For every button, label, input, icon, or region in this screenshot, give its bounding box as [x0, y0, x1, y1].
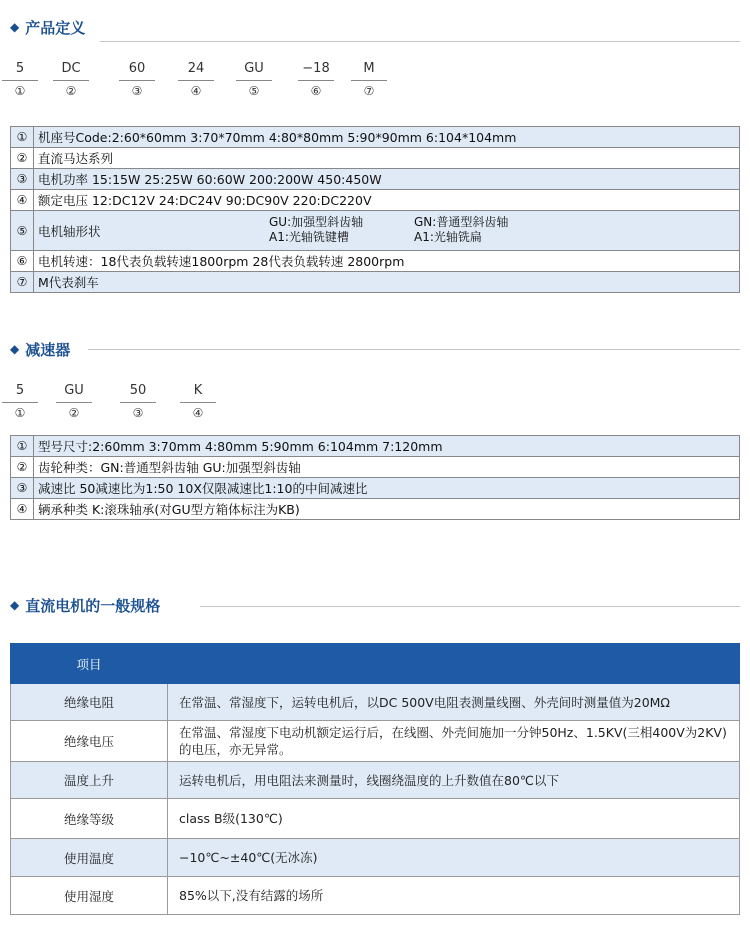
diamond-icon: ◆	[10, 342, 20, 356]
row-number: ②	[11, 148, 34, 168]
shaft-option: A1:光轴铣键槽	[269, 230, 349, 244]
section-divider	[88, 349, 740, 350]
code-part	[118, 382, 158, 420]
section-divider	[100, 41, 740, 42]
code-text: 60	[128, 61, 146, 76]
code-underline	[56, 402, 92, 403]
spec-value: class B级(130℃)	[168, 799, 740, 839]
code-underline	[180, 402, 216, 403]
row-number: ⑤	[11, 211, 34, 250]
table-row	[11, 762, 740, 799]
table-header-row	[11, 644, 740, 684]
code-number: ①	[14, 406, 26, 420]
row-text: 直流马达系列	[38, 151, 114, 166]
row-number: ④	[11, 499, 34, 519]
code-underline	[2, 402, 38, 403]
code-part	[0, 382, 40, 420]
shaft-option: GN:普通型斜齿轴	[414, 215, 509, 229]
code-part	[0, 60, 40, 98]
row-text: 额定电压 12:DC12V 24:DC24V 90:DC90V 220:DC220V	[38, 193, 372, 208]
code-number: ⑥	[310, 84, 322, 98]
section-title-general-spec	[10, 595, 160, 615]
code-number: ③	[131, 84, 143, 98]
product-definition-table	[10, 126, 740, 293]
section-title-reducer	[10, 339, 70, 359]
row-number: ③	[11, 478, 34, 498]
code-text: 24	[187, 61, 205, 76]
spec-value: 85%以下,没有结露的场所	[168, 877, 740, 915]
spec-name: 温度上升	[11, 762, 168, 799]
code-part	[349, 60, 389, 98]
code-number: ①	[14, 84, 26, 98]
row-number: ④	[11, 190, 34, 210]
spec-value: 在常温、常湿度下，运转电机后，以DC 500V电阻表测量线圈、外壳间时测量值为20MΩ	[168, 684, 740, 721]
row-text: 齿轮种类：GN:普通型斜齿轴 GU:加强型斜齿轴	[38, 460, 301, 475]
row-text: 电机转速：18代表负载转速1800rpm 28代表负载转速 2800rpm	[38, 254, 405, 269]
spec-value: 运转电机后，用电阻法来测量时，线圈绕温度的上升数值在80℃以下	[168, 762, 740, 799]
code-underline	[236, 80, 272, 81]
spec-name: 绝缘电阻	[11, 684, 168, 721]
code-underline	[298, 80, 334, 81]
code-text: 50	[129, 383, 147, 398]
code-text: DC	[61, 61, 81, 76]
row-number: ③	[11, 169, 34, 189]
spec-name: 使用温度	[11, 839, 168, 877]
table-row	[10, 127, 740, 148]
header-cell-empty	[168, 644, 740, 684]
code-part	[234, 60, 274, 98]
row-number: ⑦	[11, 272, 34, 292]
row-number: ①	[11, 436, 34, 456]
code-number: ④	[190, 84, 202, 98]
code-underline	[53, 80, 89, 81]
row-number: ⑥	[11, 251, 34, 271]
code-number: ③	[132, 406, 144, 420]
code-part	[54, 382, 94, 420]
diamond-icon: ◆	[10, 598, 20, 612]
section-title-text: 直流电机的一般规格	[25, 596, 161, 615]
row-text: 机座号Code:2:60*60mm 3:70*70mm 4:80*80mm 5:90*90mm 6:104*104mm	[38, 130, 517, 145]
table-row	[10, 211, 740, 251]
diamond-icon: ◆	[10, 20, 20, 34]
code-number: ④	[192, 406, 204, 420]
section-divider	[200, 606, 740, 607]
code-underline	[351, 80, 387, 81]
table-row	[11, 839, 740, 877]
table-row	[10, 148, 740, 169]
shaft-option: GU:加强型斜齿轴	[269, 215, 364, 229]
section-title-product-definition	[10, 17, 85, 37]
table-row	[10, 457, 740, 478]
spec-value: −10℃~±40℃(无冰冻)	[168, 839, 740, 877]
code-part	[296, 60, 336, 98]
code-text: K	[193, 383, 203, 398]
table-row	[11, 799, 740, 839]
row-text: M代表刹车	[38, 275, 99, 290]
code-part	[117, 60, 157, 98]
code-part	[176, 60, 216, 98]
code-text: M	[363, 61, 375, 76]
row-text: 电机轴形状	[38, 223, 101, 239]
code-text: 5	[15, 61, 25, 76]
row-number: ②	[11, 457, 34, 477]
section-title-text: 产品定义	[25, 18, 86, 37]
code-text: GU	[64, 383, 84, 398]
table-row	[10, 478, 740, 499]
spec-value: 在常温、常湿度下电动机额定运行后，在线圈、外壳间施加一分钟50Hz、1.5KV(三相400V为2KV)的电压，亦无异常。	[168, 721, 740, 762]
table-row	[10, 272, 740, 293]
code-underline	[119, 80, 155, 81]
code-part	[178, 382, 218, 420]
row-text: 减速比 50减速比为1:50 10X仅限减速比1:10的中间减速比	[38, 481, 368, 496]
row-text: 型号尺寸:2:60mm 3:70mm 4:80mm 5:90mm 6:104mm 7:120mm	[38, 439, 443, 454]
table-row	[11, 721, 740, 762]
code-text: 5	[15, 383, 25, 398]
spec-name: 绝缘电压	[11, 721, 168, 762]
row-text: 电机功率 15:15W 25:25W 60:60W 200:200W 450:450W	[38, 172, 382, 187]
code-underline	[2, 80, 38, 81]
general-spec-table	[10, 643, 740, 915]
code-underline	[120, 402, 156, 403]
table-row	[10, 499, 740, 520]
table-row	[10, 190, 740, 211]
header-cell: 项目	[11, 644, 168, 684]
code-text: GU	[244, 61, 264, 76]
code-text: −18	[302, 61, 330, 76]
spec-name: 使用湿度	[11, 877, 168, 915]
spec-name: 绝缘等级	[11, 799, 168, 839]
row-number: ①	[11, 127, 34, 147]
table-row	[11, 684, 740, 721]
code-part	[51, 60, 91, 98]
table-row	[10, 436, 740, 457]
table-row	[11, 877, 740, 915]
code-number: ⑤	[248, 84, 260, 98]
reducer-table	[10, 435, 740, 520]
code-number: ②	[68, 406, 80, 420]
section-title-text: 减速器	[25, 340, 71, 359]
table-row	[10, 169, 740, 190]
code-underline	[178, 80, 214, 81]
row-text: 辆承种类 K:滚珠轴承(对GU型方箱体标注为KB)	[38, 502, 300, 517]
code-number: ⑦	[363, 84, 375, 98]
code-number: ②	[65, 84, 77, 98]
table-row	[10, 251, 740, 272]
shaft-option: A1:光轴铣扁	[414, 230, 482, 244]
